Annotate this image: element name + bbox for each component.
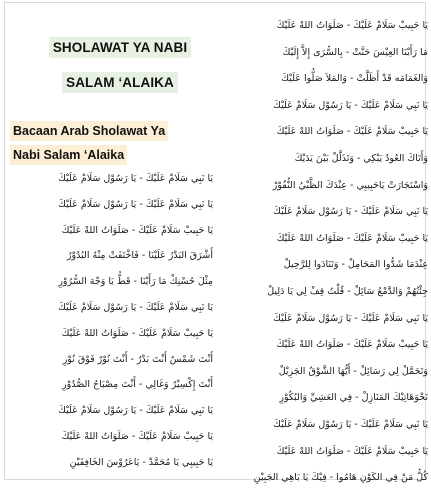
arabic-line: أَنْتَ شَمْسٌ أَنْتَ بَدْرٌ - أَنْتَ نُوْرٌ فَوْقَ نُوْرِ xyxy=(62,353,213,365)
arabic-line: يَا نَبِي سَلَامْ عَلَيْكَ - يَا رَسُوْل سَلَامْ عَلَيْكَ xyxy=(58,198,213,210)
arabic-line: أَشْرَقَ البَدْرُ عَلَيْنَا - فَاخْتَفَتْ مِنْهُ البُدُوْرُ xyxy=(66,250,213,262)
arabic-line: يَا حَبِيبْ سَلَامْ عَلَيْكَ - صَلَوَاتُ اللهْ عَلَيْكَ xyxy=(61,327,213,339)
arabic-line: يَا حَبِيبِي يَا مُحَمَّدْ - يَاعَرُوْسَ الخَافِقَيْنِ xyxy=(69,456,213,468)
arabic-line: وَتَحَمَّلْ لِي رَسَائِلْ - أَيُّهَا الشَّوْقُ الجَزِيْلْ xyxy=(278,365,428,377)
section-heading-line-2: Nabi Salam ‘Alaika xyxy=(10,145,127,165)
arabic-line: يَا نَبِي سَلَامْ عَلَيْكَ - يَا رَسُوْل سَلَامْ عَلَيْكَ xyxy=(273,99,428,111)
arabic-line: جِئْتُهُمْ وَالدَّمْعُ سَائِلْ - قُلْتُ قِفْ لِي يَا دَلِيلْ xyxy=(267,285,428,297)
title-block xyxy=(25,37,215,93)
arabic-line: يَا حَبِيبْ سَلَامْ عَلَيْكَ - صَلَوَاتُ اللهْ عَلَيْكَ xyxy=(276,339,428,351)
arabic-line: يَا نَبِي سَلَامْ عَلَيْكَ - يَا رَسُوْل سَلَامْ عَلَيْكَ xyxy=(273,418,428,430)
arabic-line: عِنْدَمَا شَدُّوا المَحَامِلْ - وَتَنَادَوا لِلرَّحِيلْ xyxy=(283,259,428,271)
arabic-line: يَا نَبِي سَلَامْ عَلَيْكَ - يَا رَسُوْل سَلَامْ عَلَيْكَ xyxy=(58,301,213,313)
arabic-line: يَا نَبِي سَلَامْ عَلَيْكَ - يَا رَسُوْل سَلَامْ عَلَيْكَ xyxy=(273,206,428,218)
section-heading-line-1: Bacaan Arab Sholawat Ya xyxy=(10,121,168,141)
arabic-line: مِثْلَ حُسْنِكْ مَا رَأَيْنَا - قَطُّ يَا وَجْهَ السُّرُوْرِ xyxy=(58,276,213,288)
subtitle-block xyxy=(10,120,210,165)
arabic-line: وَأَتَاكَ العُودُ يَبْكِي - وَتَذَلَّلْ بَيْنَ يَدَيْكَ xyxy=(294,152,428,164)
arabic-line: نَحْوَهَاتِيْكَ المَنَازِلْ - فِي العَشِيِّ وَالبُكُوْرِ xyxy=(279,392,428,404)
page-title-line-2: SALAM ‘ALAIKA xyxy=(62,72,178,93)
arabic-line: يَا نَبِي سَلَامْ عَلَيْكَ - يَا رَسُوْل سَلَامْ عَلَيْكَ xyxy=(273,312,428,324)
arabic-line: يَا نَبِي سَلَامْ عَلَيْكَ - يَا رَسُوْل سَلَامْ عَلَيْكَ xyxy=(58,173,213,184)
arabic-line: يَا حَبِيبْ سَلَامْ عَلَيْكَ - صَلَوَاتُ اللهْ عَلَيْكَ xyxy=(276,232,428,244)
right-text-column xyxy=(223,13,428,492)
document-page xyxy=(4,2,428,484)
arabic-line: مَا رَأَيْنَا العِيْسَ حَنَّتْ - بِالسُّرَى إِلاَّ إِلَيْكَ xyxy=(282,46,428,58)
arabic-line: أَنْتَ إِكْسِيْرٌ وَغَالِي - أَنْتَ مِصْبَاحُ الصُّدُوْرِ xyxy=(62,379,213,391)
arabic-line: وَاسْتَجَارَتْ يَاحَبِيبِي - عِنْدَكَ الظَّبْيُ النُّفُوْرْ xyxy=(272,179,428,191)
arabic-line: وَالغَمَامَه قَدْ أَظَلَّتْ - وَالمَلاَ صَلُّوا عَلَيْكَ xyxy=(281,73,428,85)
arabic-line: يَا نَبِي سَلَامْ عَلَيْكَ - يَا رَسُوْل سَلَامْ عَلَيْكَ xyxy=(58,405,213,417)
page-title-line-1: SHOLAWAT YA NABI xyxy=(49,37,191,58)
arabic-line: يَا حَبِيبْ سَلَامْ عَلَيْكَ - صَلَوَاتُ اللهْ عَلَيْكَ xyxy=(276,445,428,457)
arabic-line: يَا حَبِيبْ سَلَامْ عَلَيْكَ - صَلَوَاتُ اللهْ عَلَيْكَ xyxy=(276,126,428,138)
arabic-line: كُلُّ مَنْ فِي الكَوْنِ هَامُوا - فِيْكَ يَا بَاهِي الجَبِيْنِ xyxy=(253,472,428,484)
left-text-column xyxy=(13,166,213,476)
arabic-line: يَا حَبِيبْ سَلَامْ عَلَيْكَ - صَلَوَاتُ اللهْ عَلَيْكَ xyxy=(61,430,213,442)
arabic-line: يَا حَبِيبْ سَلَامْ عَلَيْكَ - صَلَوَاتُ اللهْ عَلَيْكَ xyxy=(276,20,428,31)
arabic-line: يَا حَبِيبْ سَلَامْ عَلَيْكَ - صَلَوَاتُ اللهْ عَلَيْكَ xyxy=(61,224,213,236)
